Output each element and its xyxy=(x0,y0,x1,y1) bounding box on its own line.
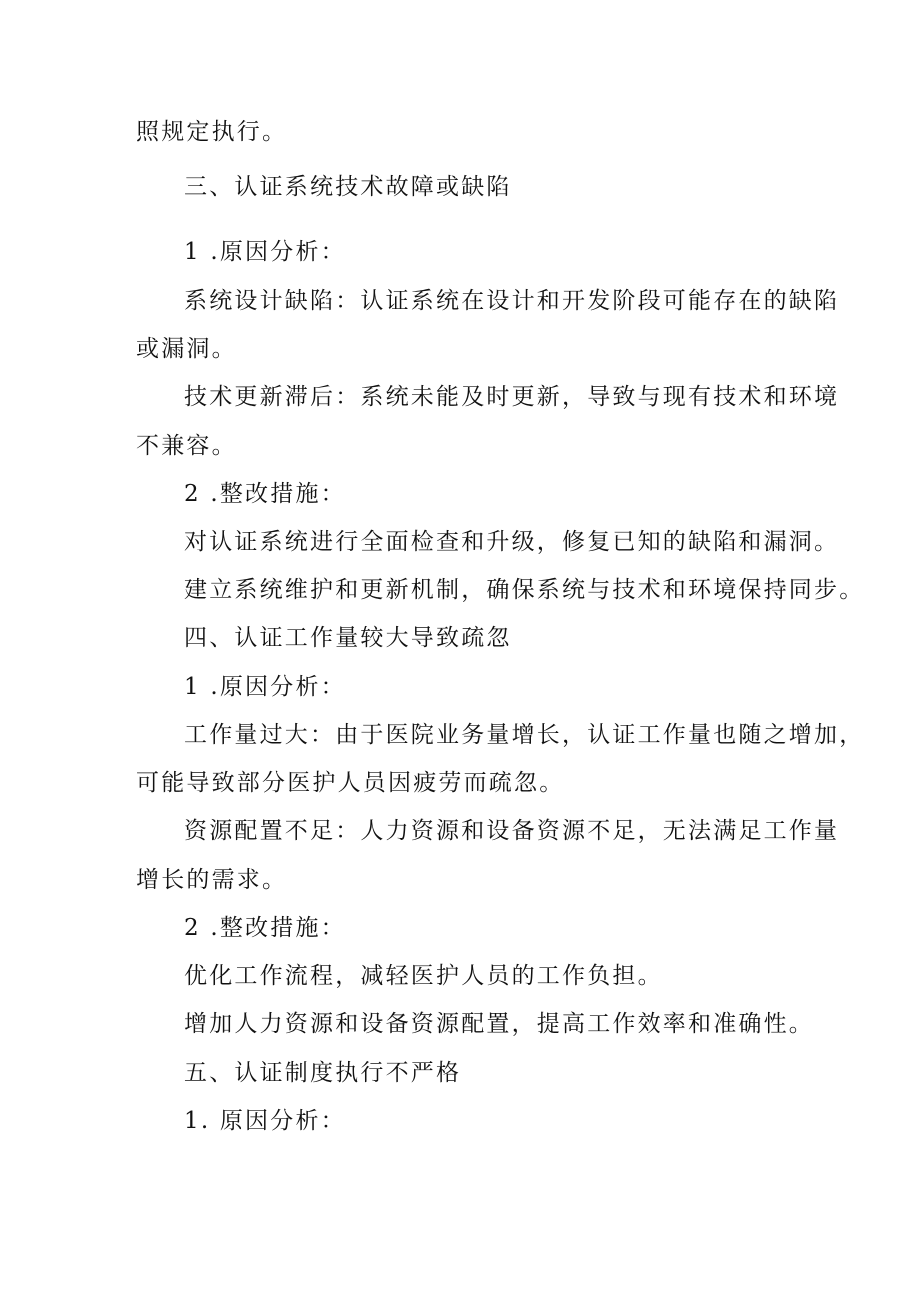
paragraph-line: 对认证系统进行全面检查和升级，修复已知的缺陷和漏洞。 xyxy=(184,529,840,555)
paragraph-line: 或漏洞。 xyxy=(136,336,237,362)
paragraph-line: 系统设计缺陷：认证系统在设计和开发阶段可能存在的缺陷 xyxy=(184,288,840,314)
subheading-cause-analysis: 1. 原因分析： xyxy=(184,1108,346,1134)
subheading-rectification: 2 .整改措施： xyxy=(184,915,346,941)
paragraph-line: 技术更新滞后：系统未能及时更新，导致与现有技术和环境 xyxy=(184,384,840,410)
paragraph-line: 资源配置不足：人力资源和设备资源不足，无法满足工作量 xyxy=(184,818,840,844)
subheading-cause-analysis: 1 .原因分析： xyxy=(184,239,346,265)
paragraph-line: 增长的需求。 xyxy=(136,867,288,893)
paragraph-line: 工作量过大：由于医院业务量增长，认证工作量也随之增加， xyxy=(184,722,865,748)
paragraph-continuation: 照规定执行。 xyxy=(136,119,288,145)
subheading-rectification: 2 .整改措施： xyxy=(184,481,346,507)
paragraph-line: 优化工作流程，减轻医护人员的工作负担。 xyxy=(184,963,663,989)
section-heading-4: 四、认证工作量较大导致疏忽 xyxy=(184,625,512,651)
paragraph-line: 可能导致部分医护人员因疲劳而疏忽。 xyxy=(136,770,565,796)
paragraph-line: 增加人力资源和设备资源配置，提高工作效率和准确性。 xyxy=(184,1011,814,1037)
paragraph-line: 建立系统维护和更新机制，确保系统与技术和环境保持同步。 xyxy=(184,577,865,603)
subheading-cause-analysis: 1 .原因分析： xyxy=(184,674,346,700)
section-heading-5: 五、认证制度执行不严格 xyxy=(184,1060,462,1086)
section-heading-3: 三、认证系统技术故障或缺陷 xyxy=(184,174,512,200)
paragraph-line: 不兼容。 xyxy=(136,433,237,459)
